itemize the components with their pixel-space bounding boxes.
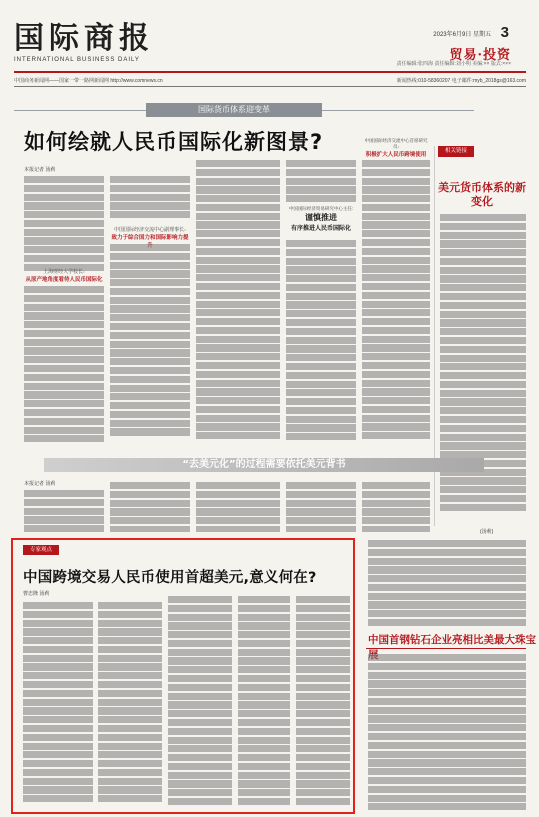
- article3-column-1: [23, 602, 93, 808]
- article1-headline: 如何绘就人民币国际化新图景?: [24, 130, 324, 154]
- pull-quote-speaker: 上海财经大学校长:: [43, 269, 85, 275]
- subhead-title: 谨慎推进: [305, 212, 337, 222]
- article1-column-2: [110, 176, 190, 222]
- contact-strip: [14, 77, 526, 84]
- article3-column-3: [168, 596, 232, 808]
- article3-tab: 专家观点: [23, 545, 59, 555]
- pull-quote-speaker: 中国国际经济交流中心副理事长:: [114, 227, 186, 233]
- article1-column-5: [362, 160, 430, 446]
- contact-right: 新闻热线:010-58360207 电子邮件:myb_2018gs@163.com: [396, 78, 526, 84]
- sidebar-tab: 相关链接: [438, 146, 474, 157]
- pull-quote-block-3: [362, 138, 430, 158]
- sidebar-body: [440, 214, 526, 524]
- contact-rule: [14, 86, 526, 87]
- pull-quote-speaker: 中国国际经济交流中心首席研究员:: [364, 139, 428, 150]
- subhead-title-2: 有序推进人民币国际化: [290, 225, 351, 232]
- subhead-speaker: 中国国际经济贸易研究中心主任:: [288, 206, 354, 211]
- article3-column-2: [98, 602, 162, 808]
- article3-byline: 曹忠隆 汤莉: [23, 591, 50, 597]
- article2-column-4: [286, 482, 356, 532]
- subhead-block-1: [282, 206, 360, 232]
- article2-column-3: [196, 482, 280, 532]
- pull-quote-title: 积极扩大人民币跨境使用: [365, 152, 427, 158]
- masthead-rule: [14, 71, 526, 73]
- article2-byline: 本报记者 汤莉: [24, 481, 56, 487]
- article1-column-1: [24, 176, 104, 274]
- right-brief-text: [368, 540, 526, 626]
- article1-column-3: [196, 160, 280, 444]
- pull-quote-title: 致力于综合国力和国际影响力提: [111, 235, 189, 241]
- article1-column-2b: [110, 244, 190, 444]
- pull-quote-title: 从原产地角度看待人民币国际化: [25, 277, 103, 283]
- masthead: [14, 22, 214, 72]
- sidebar-title: 美元货币体系的新变化: [438, 181, 526, 208]
- article1-byline: 本报记者 汤莉: [24, 167, 56, 173]
- article1-kicker: 国际货币体系迎变革: [146, 103, 322, 117]
- article3-column-5: [296, 596, 350, 808]
- article1-column-1b: [24, 286, 104, 446]
- newspaper-logo: 国际商报: [14, 21, 154, 56]
- newspaper-logo-en: INTERNATIONAL BUSINESS DAILY: [14, 57, 140, 63]
- editor-credits: 责任编辑:张四海 责任编辑:刘小明 美编:×× 版式:×××: [396, 61, 511, 67]
- section-label: 贸易·投资: [449, 48, 511, 63]
- article2-headline: “去美元化”的过程需要依托美元背书: [44, 458, 484, 472]
- article4-headline: 中国首钢钻石企业亮相比美最大珠宝: [368, 634, 536, 646]
- article4-rule: [366, 648, 526, 649]
- issue-date: 2023年6月9日 星期五: [433, 32, 491, 38]
- article2-column-1: [24, 490, 104, 532]
- article3-column-4: [238, 596, 290, 808]
- article4-body: [368, 654, 526, 810]
- article2-column-2: [110, 482, 190, 532]
- article1-column-4: [286, 160, 356, 210]
- article2-column-5: [362, 482, 430, 532]
- sidebar-byline: (汤莉): [480, 529, 494, 535]
- contact-left: 中国商务新闻网——国家一带一路网新闻网 http://www.comnews.cn: [14, 78, 163, 84]
- article1-column-4b: [286, 240, 356, 446]
- article3-headline: 中国跨境交易人民币使用首超美元,意义何在?: [23, 570, 317, 586]
- pull-quote-block-1: [24, 268, 104, 283]
- page-number: 3: [500, 24, 509, 41]
